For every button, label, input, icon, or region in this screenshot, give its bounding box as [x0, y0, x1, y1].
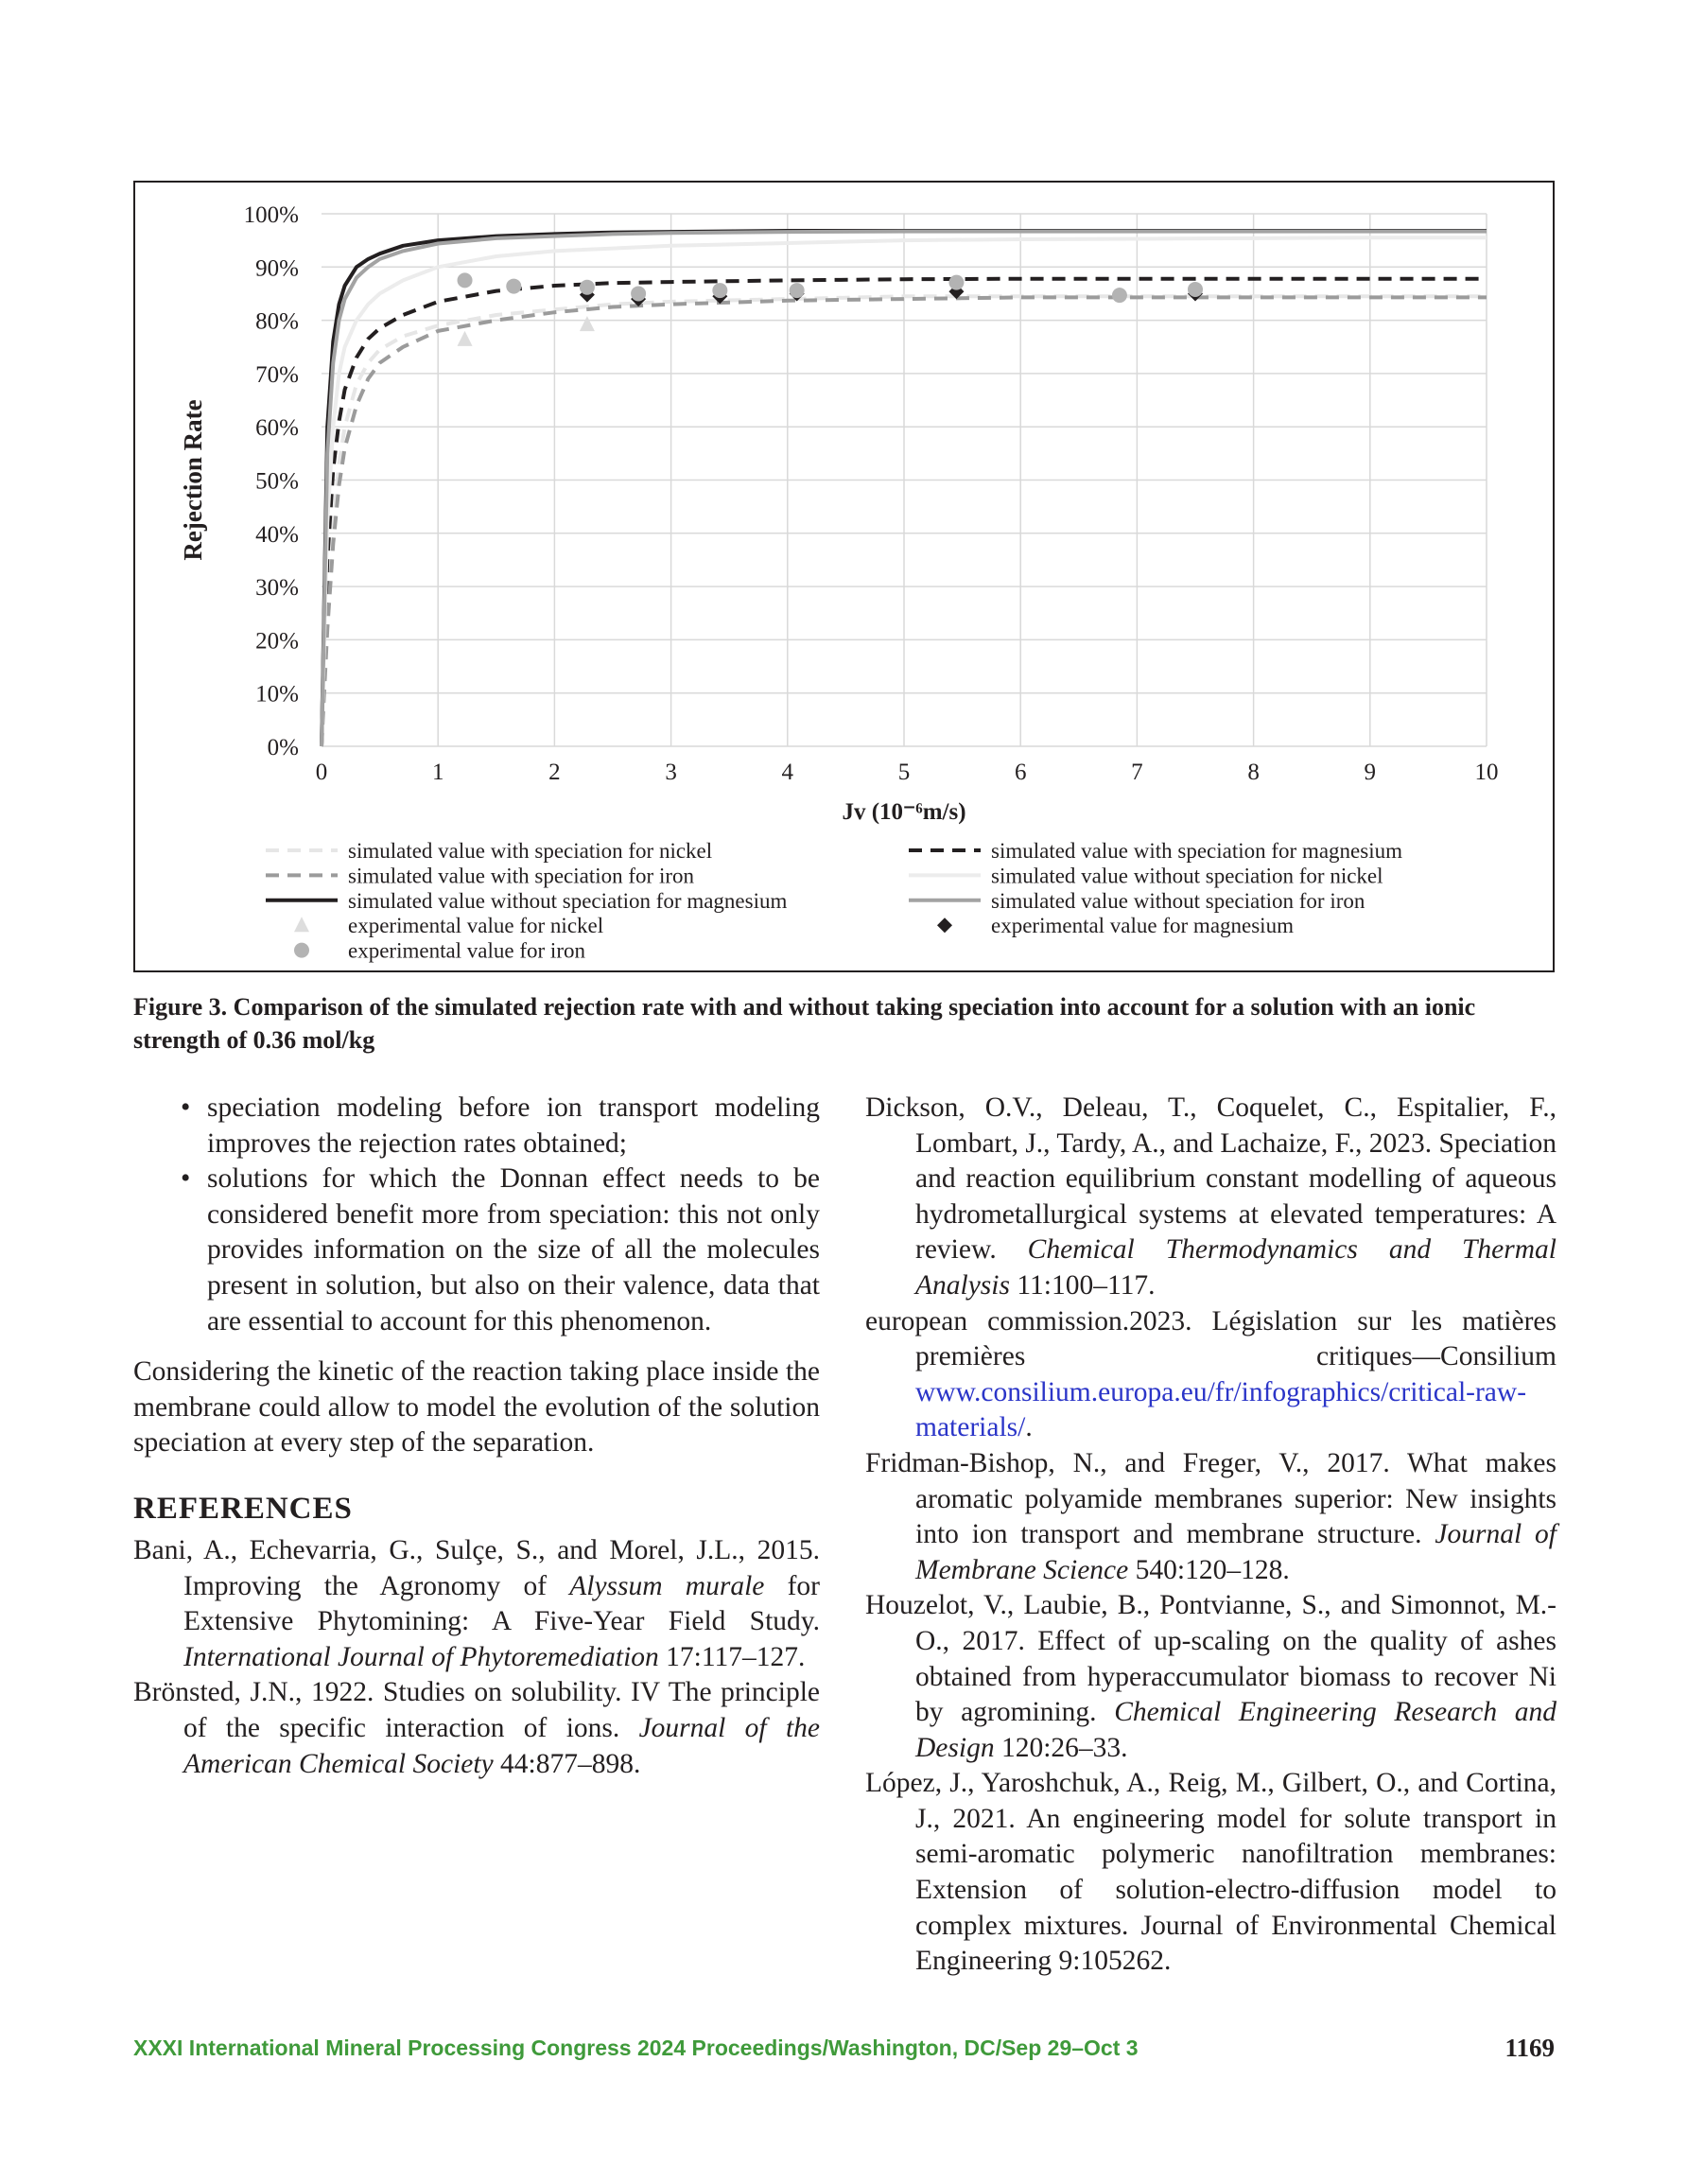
reference-entry: Bani, A., Echevarria, G., Sulçe, S., and Morel, J.L., 2015. Improving the Agronomy of Alyssum murale for Extensive Phytomining: A Five-Year Field Study. International Journal of Phytoremediation 17:117–127. — [133, 1534, 820, 1672]
legend-swatch — [937, 917, 952, 933]
legend-label: simulated value without speciation for iron — [991, 888, 1365, 913]
x-tick-label: 1 — [431, 760, 444, 785]
x-tick-label: 2 — [548, 760, 561, 785]
legend-label: experimental value for nickel — [348, 914, 604, 938]
legend-label: simulated value with speciation for magnesium — [991, 839, 1402, 863]
data-point — [1188, 282, 1203, 297]
x-tick-label: 6 — [1014, 760, 1027, 785]
y-tick-label: 80% — [255, 308, 299, 335]
data-point — [458, 272, 473, 288]
conclusion-paragraph: Considering the kinetic of the reaction taking place inside the membrane could allow to model the evolution of the solution speciation at every step of the separation. — [133, 1356, 820, 1459]
data-point — [712, 283, 727, 298]
figure-caption: Figure 3. Comparison of the simulated rejection rate with and without taking speciation into account for a solution with an ionic strength of 0.36 mol/kg — [133, 993, 1476, 1054]
bullet-item — [133, 1162, 820, 1339]
data-point — [790, 283, 805, 298]
y-tick-label: 50% — [255, 468, 299, 495]
x-tick-label: 7 — [1131, 760, 1143, 785]
references-heading: REFERENCES — [133, 1491, 353, 1526]
x-tick-label: 0 — [315, 760, 328, 785]
x-tick-label: 4 — [781, 760, 794, 785]
bullet-glyph: • — [181, 1092, 191, 1123]
reference-entry: Dickson, O.V., Deleau, T., Coquelet, C., Espitalier, F., Lombart, J., Tardy, A., and Lachaize, F., 2023. Speciation and reaction equilibrium constant modelling of aqueous hydrometallurgical systems at elevated temperatures: A review. Chemical Thermodynamics and Thermal Analysis 11:100–117. — [865, 1092, 1557, 1301]
bullet-text: solutions for which the Donnan effect needs to be considered benefit more from speciation: this not only provides information on the size of all the molecules present in solution, but also on their valence, data that are essential to account for this phenomenon. — [207, 1163, 820, 1337]
reference-link[interactable]: www.consilium.europa.eu/fr/infographics/critical-raw-materials/ — [915, 1376, 1527, 1443]
rejection-rate-chart — [135, 183, 1553, 970]
page-footer — [133, 2035, 1555, 2070]
reference-entry: european commission.2023. Législation sur les matières premières critiques—Consilium www.consilium.europa.eu/fr/infographics/critical-raw-materials/. — [865, 1305, 1557, 1443]
y-tick-label: 90% — [255, 255, 299, 282]
data-point — [631, 286, 646, 301]
y-tick-label: 30% — [255, 575, 299, 602]
reference-entry: Houzelot, V., Laubie, B., Pontvianne, S., and Simonnot, M.-O., 2017. Effect of up-scaling on the quality of ashes obtained from hyperaccumulator biomass to recover Ni by agromining. Chemical Engineering Research and Design 120:26–33. — [865, 1590, 1557, 1763]
y-tick-label: 40% — [255, 521, 299, 548]
data-point — [506, 279, 521, 294]
data-point — [580, 316, 595, 331]
figure-frame — [133, 181, 1555, 972]
conclusion-bullets — [133, 1091, 820, 1339]
data-point — [580, 280, 595, 295]
y-tick-label: 100% — [243, 202, 299, 228]
x-tick-label: 9 — [1364, 760, 1377, 785]
x-tick-label: 5 — [897, 760, 911, 785]
bullet-glyph: • — [181, 1163, 191, 1195]
y-tick-label: 60% — [255, 415, 299, 442]
bullet-text: speciation modeling before ion transport modeling improves the rejection rates obtained; — [207, 1092, 820, 1159]
page-number: 1169 — [1504, 2034, 1555, 2062]
legend-swatch — [294, 917, 309, 932]
y-tick-label: 20% — [255, 628, 299, 655]
legend-swatch — [294, 943, 309, 958]
legend-label: experimental value for iron — [348, 938, 585, 963]
proceedings-title: XXXI International Mineral Processing Congress 2024 Proceedings/Washington, DC/Sep 29–Oct 3 — [133, 2035, 1139, 2060]
y-tick-label: 10% — [255, 681, 299, 708]
right-column — [865, 1091, 1557, 1980]
bullet-item — [133, 1091, 820, 1162]
data-point — [948, 275, 964, 290]
x-axis-label: Jv (10⁻⁶m/s) — [842, 799, 966, 825]
x-tick-label: 3 — [665, 760, 677, 785]
legend-label: simulated value with speciation for iron — [348, 864, 694, 888]
left-column — [133, 1091, 820, 1782]
legend-label: simulated value without speciation for nickel — [991, 864, 1383, 888]
x-tick-label: 10 — [1474, 760, 1499, 785]
reference-entry: López, J., Yaroshchuk, A., Reig, M., Gilbert, O., and Cortina, J., 2021. An engineering model for solute transport in semi-aromatic polymeric nanofiltration membranes: Extension of solution-electro-diffusion model to complex mixtures. Journal of Environmental Chemical Engineering 9:105262. — [865, 1768, 1557, 1977]
data-point — [458, 331, 473, 346]
legend-label: simulated value with speciation for nickel — [348, 839, 713, 863]
reference-entry: Fridman-Bishop, N., and Freger, V., 2017. What makes aromatic polyamide membranes superior: New insights into ion transport and membrane structure. Journal of Membrane Science 540:120–128. — [865, 1447, 1557, 1585]
legend-label: experimental value for magnesium — [991, 914, 1294, 938]
data-point — [1112, 288, 1127, 303]
y-tick-label: 0% — [267, 735, 299, 760]
y-axis-label: Rejection Rate — [179, 399, 207, 561]
reference-entry: Brönsted, J.N., 1922. Studies on solubility. IV The principle of the specific interaction of ions. Journal of the American Chemical Society 44:877–898. — [133, 1677, 820, 1779]
legend-label: simulated value without speciation for magnesium — [348, 888, 788, 913]
y-tick-label: 70% — [255, 361, 299, 388]
x-tick-label: 8 — [1247, 760, 1260, 785]
